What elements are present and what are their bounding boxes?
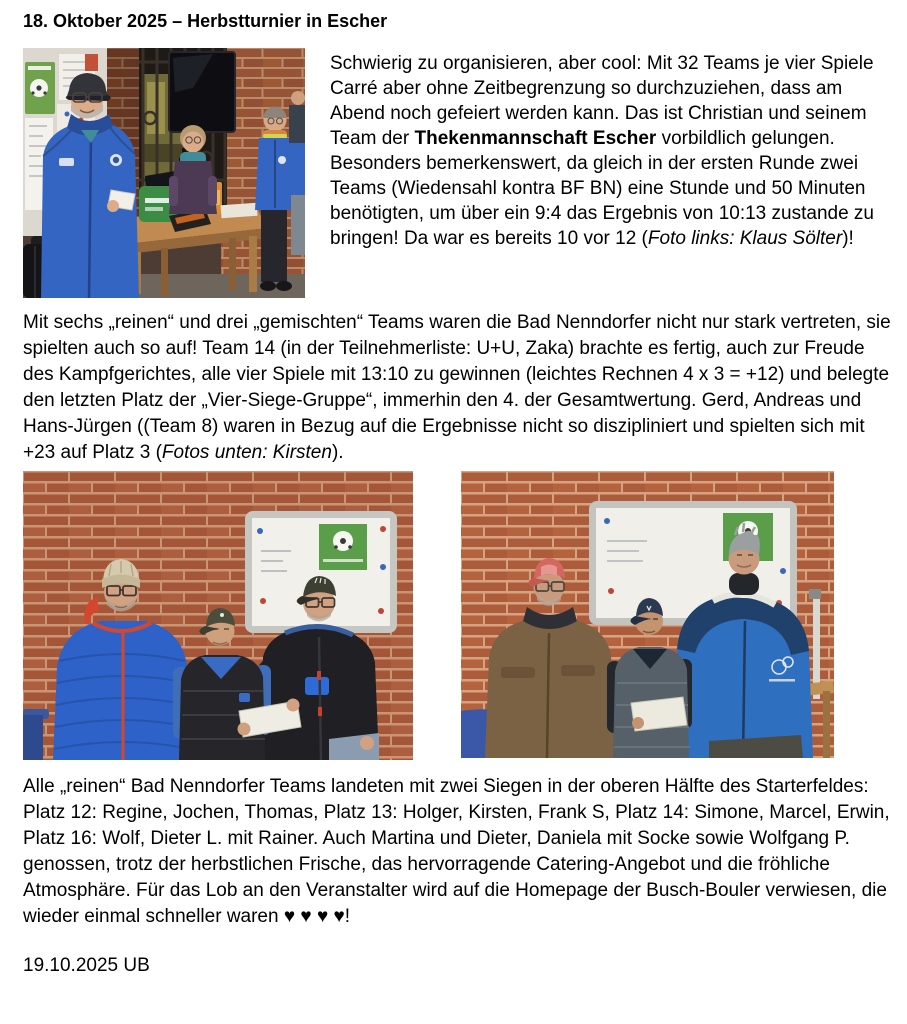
middle-paragraph: Mit sechs „reinen“ und drei „gemischten“ Teams waren die Bad Nenndorfer nicht nur stark vertreten, sie spielten auch so auf! Team 14 (in der Teilnehmerliste: U+U, Zaka) brachte es fertig, auch zur Freude des Kampfgerichtes, alle vier Spiele mit 13:10 zu gewinnen (leichtes Rechnen 4 x 3 = +12) und belegte den letzten Platz der „Vier-Siege-Gruppe“, immerhin den 4. der Gesamtwertung. Gerd, Andreas und Hans-Jürgen ((Team 8) waren in Bezug auf die Ergebnisse nicht so diszipliniert und spielten sich mit +23 auf Platz 3 (Fotos unten: Kirsten).	[23, 312, 891, 463]
photo-tournament-desk-illustration	[23, 48, 305, 298]
intro-paragraph: Schwierig zu organisieren, aber cool: Mit 32 Teams je vier Spiele Carré aber ohne Zeitbegrenzung so durchzuziehen, dass am Abend noch gefeiert werden kann. Das ist Christian und seinem Team der Thekenmannschaft Escher vorbildlich gelungen. Besonders bemerkenswert, da gleich in der ersten Runde zwei Teams (Wiedensahl kontra BF BN) eine Stunde und 50 Minuten benötigten, um über ein 9:4 das Ergebnis von 10:13 zustande zu bringen! Da war es bereits 10 vor 12 (Foto links: Klaus Sölter)!	[330, 53, 874, 249]
photo-award-left-illustration	[23, 471, 413, 760]
photo-tournament-desk	[23, 48, 305, 298]
bystanders	[289, 91, 305, 255]
photo-award-right-illustration	[461, 471, 834, 758]
top-section	[23, 48, 893, 298]
footer-date: 19.10.2025 UB	[23, 955, 150, 976]
tv-screen	[169, 52, 235, 132]
photo-award-left	[23, 471, 413, 760]
bottom-paragraph: Alle „reinen“ Bad Nenndorfer Teams landeten mit zwei Siegen in der oberen Hälfte des Starterfeldes: Platz 12: Regine, Jochen, Thomas, Platz 13: Holger, Kirsten, Frank S, Platz 14: Simone, Marcel, Erwin, Platz 16: Wolf, Dieter L. mit Rainer. Auch Martina und Dieter, Daniela mit Socke sowie Wolfgang P. genossen, trotz der herbstlichen Frische, das hervorragende Catering-Angebot und die fröhliche Atmosphäre. Für das Lob an den Veranstalter wird auf die Homepage der Busch-Bouler verwiesen, die wieder einmal schneller waren ♥ ♥ ♥ ♥!	[23, 776, 890, 927]
photos-row	[23, 471, 893, 760]
page-title: 18. Oktober 2025 – Herbstturnier in Escher	[23, 11, 388, 31]
photo-award-right	[461, 471, 834, 758]
